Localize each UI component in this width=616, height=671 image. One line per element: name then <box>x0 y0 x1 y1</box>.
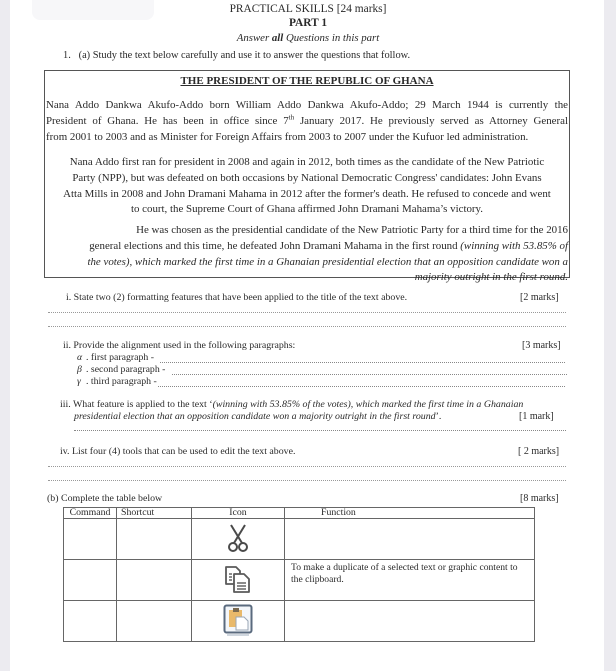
question-iii-line-2 <box>74 411 441 422</box>
p3-line-3 <box>46 255 568 271</box>
passage-title: THE PRESIDENT OF THE REPUBLIC OF GHANA <box>180 75 434 87</box>
answer-line-iv-1[interactable] <box>48 466 566 467</box>
gamma-label: . third paragraph - <box>86 376 157 387</box>
beta-symbol: β <box>77 364 82 375</box>
passage-box <box>44 70 570 284</box>
answer-line-gamma[interactable] <box>158 386 565 387</box>
instruction-bold: all <box>271 32 284 44</box>
p1-line-3: from 2001 to 2003 and as Minister for Foreign Affairs from 2003 to 2007 under the Kufuor led administration. <box>46 130 529 143</box>
paragraph-1 <box>46 98 568 145</box>
question-iii-line-1 <box>60 399 523 410</box>
cell-function[interactable] <box>285 519 535 560</box>
p3-line-3-italic: the votes), which marked the first time in a Ghanaian presidential election that an opposition candidate won a <box>87 255 568 268</box>
gamma-symbol: γ <box>77 376 81 387</box>
question-iii-marks: [1 mark] <box>519 411 554 422</box>
question-iii-quote-2: presidential election that an opposition candidate won a majority outright in the first round <box>74 411 436 422</box>
beta-label: . second paragraph - <box>86 364 166 375</box>
cell-function[interactable]: To make a duplicate of a selected text or graphic content to the clipboard. <box>285 560 535 601</box>
p2-line-4: to court, the Supreme Court of Ghana affirmed John Dramani Mahama’s victory. <box>130 203 484 216</box>
question-ii: ii. Provide the alignment used in the following paragraphs: <box>63 340 296 351</box>
question-iii-prefix: iii. What feature is applied to the text ‘ <box>60 399 213 410</box>
command-table <box>63 507 535 642</box>
instruction-suffix: Questions in this part <box>283 32 380 44</box>
p3-line-1: He was chosen as the presidential candidate of the New Patriotic Party for a third time for the 2016 <box>136 224 568 236</box>
header-command: Command <box>64 508 117 519</box>
p3-line-2-italic: (winning with 53.85% of <box>460 239 568 252</box>
p2-line-3: Atta Mills in 2008 and John Dramani Mahama in 2012 after the former's death. He refused to concede and went <box>63 187 551 200</box>
question-iv: iv. List four (4) tools that can be used to edit the text above. <box>60 446 296 457</box>
cell-command[interactable] <box>64 560 117 601</box>
answer-line-alpha[interactable] <box>160 362 565 363</box>
alpha-symbol: α <box>77 352 83 363</box>
answer-line-beta[interactable] <box>172 374 567 375</box>
answer-line-iv-2[interactable] <box>48 480 566 481</box>
paste-icon <box>223 604 253 636</box>
header-shortcut: Shortcut <box>117 508 192 519</box>
table-header-row <box>64 508 535 519</box>
cell-command[interactable] <box>64 519 117 560</box>
cell-command[interactable] <box>64 601 117 642</box>
superscript-th: th <box>288 113 295 122</box>
cell-shortcut[interactable] <box>117 519 192 560</box>
p1-line-1: Nana Addo Dankwa Akufo-Addo born William Addo Dankwa Akufo-Addo; 29 March 1944 is currently the <box>46 99 568 111</box>
answer-line-i-2[interactable] <box>48 326 566 327</box>
paragraph-3 <box>46 223 568 286</box>
header-function: Function <box>285 508 535 519</box>
p3-line-2 <box>46 239 568 255</box>
p3-line-4 <box>46 270 568 286</box>
question-number: 1. <box>63 50 71 61</box>
table-row <box>64 601 535 642</box>
p3-line-4-italic: majority outright in the first round. <box>414 271 568 284</box>
alpha-label: . first paragraph - <box>86 352 155 363</box>
cell-icon <box>192 560 285 601</box>
part-b-marks: [8 marks] <box>520 493 559 504</box>
p2-line-1: Nana Addo first ran for president in 2008 and again in 2012, both times as the candidate of the New Patriotic <box>69 156 545 168</box>
instruction <box>0 32 616 44</box>
table-row <box>64 519 535 560</box>
instruction-prefix: Answer <box>236 32 272 44</box>
part-b-prompt: (b) Complete the table below <box>47 493 163 504</box>
scissors-icon <box>227 523 249 553</box>
p1-line-2a: President of Ghana. He has been in office since 7 <box>46 114 289 127</box>
question-i-marks: [2 marks] <box>520 292 559 303</box>
alignment-item-beta <box>77 364 165 375</box>
question-iii-suffix: ’. <box>435 411 442 422</box>
question-1 <box>63 50 410 61</box>
question-ii-marks: [3 marks] <box>522 340 561 351</box>
answer-line-iii[interactable] <box>74 430 566 431</box>
paragraph-2 <box>46 155 568 218</box>
copy-icon <box>223 564 253 594</box>
alignment-item-alpha <box>77 352 154 363</box>
cell-icon <box>192 519 285 560</box>
cell-shortcut[interactable] <box>117 560 192 601</box>
header-icon: Icon <box>192 508 285 519</box>
question-iv-marks: [ 2 marks] <box>518 446 560 457</box>
alignment-item-gamma <box>77 376 157 387</box>
p1-line-2b: January 2017. He previously served as Attorney General <box>294 114 568 127</box>
p3-line-2-normal: general elections and this time, he defeated John Dramani Mahama in the first round <box>89 239 461 252</box>
right-page-gutter <box>604 0 616 671</box>
p1-line-2 <box>46 114 568 130</box>
cell-function[interactable] <box>285 601 535 642</box>
question-i: i. State two (2) formatting features that have been applied to the title of the text above. <box>66 292 408 303</box>
question-iii-quote-1: (winning with 53.85% of the votes), which marked the first time in a Ghanaian <box>212 399 524 410</box>
cell-shortcut[interactable] <box>117 601 192 642</box>
section-title: PRACTICAL SKILLS [24 marks] <box>229 3 387 15</box>
part-title: PART 1 <box>288 17 328 29</box>
table-row <box>64 560 535 601</box>
answer-line-i-1[interactable] <box>48 312 566 313</box>
cell-icon <box>192 601 285 642</box>
p2-line-2: Party (NPP), but was defeated on both occasions by National Democratic Congress' candidates: John Evans <box>72 171 542 184</box>
question-prompt: (a) Study the text below carefully and use it to answer the questions that follow. <box>78 50 411 61</box>
